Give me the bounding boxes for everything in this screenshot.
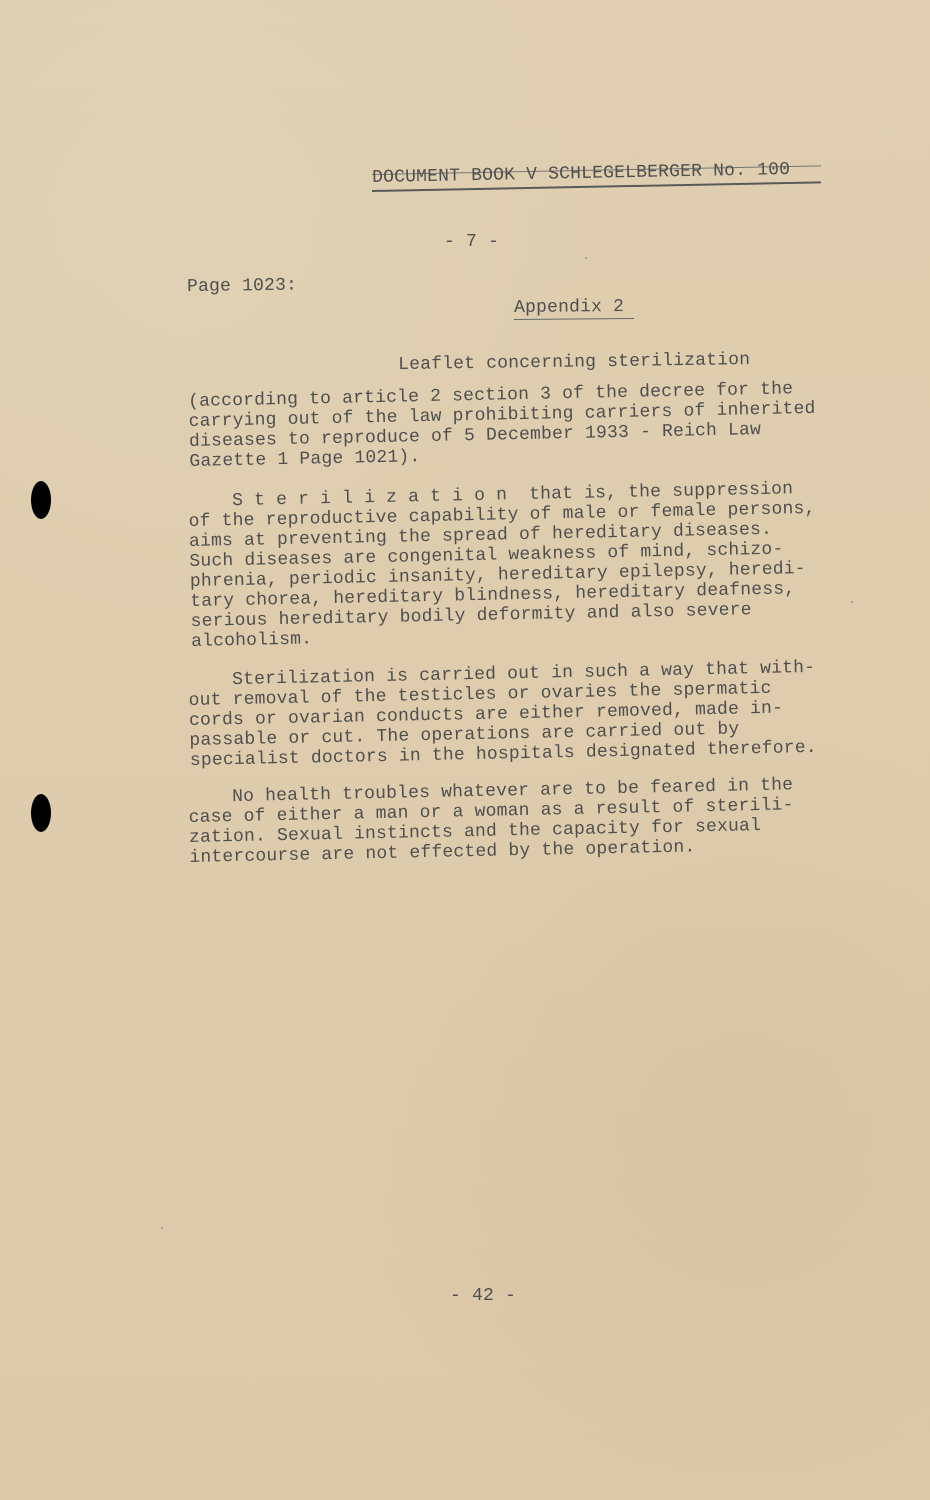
paper-speck (851, 601, 853, 603)
page-number-bottom: - 42 - (450, 1286, 517, 1306)
appendix-label: Appendix 2 (514, 297, 625, 318)
leaflet-title: Leaflet concerning sterilization (398, 350, 751, 375)
appendix-underline (514, 318, 634, 320)
paper-speck (161, 1227, 163, 1229)
paragraph-4: No health troubles whatever are to be feared in the case of either a man or a woman as a result of sterili- zation. Sexual instincts and the capacity for sexual intercourse are not effected by the operation. (188, 775, 794, 868)
paper-speck (585, 257, 587, 259)
punch-hole-1 (31, 481, 51, 519)
paragraph-1: (according to article 2 section 3 of the decree for the carrying out of the law prohibiting carriers of inherited diseases to reproduce of 5 December 1933 - Reich Law Gazette 1 Page 1021). (188, 379, 816, 472)
page-reference: Page 1023: (187, 275, 298, 297)
document-header: DOCUMENT BOOK V SCHLEGELBERGER No. 100 (372, 159, 791, 188)
paragraph-2: S t e r i l i z a t i o n that is, the suppression of the reproductive capability of male or female persons, aims at preventing the spread of hereditary diseases. Such diseases are congenital weakness of mind, schizo- phrenia, periodic insanity, hereditary epilepsy, heredi- tary chorea, hereditary blindness, hereditary deafness, serious hereditary bodily deformity and also severe alcoholism. (188, 479, 816, 652)
paragraph-3: Sterilization is carried out in such a way that with- out removal of the testicles or ovaries the spermatic cords or ovarian conducts are either removed, made in- passable or cut. The operations are carried out by specialist doctors in the hospitals designated therefore. (188, 657, 818, 771)
punch-hole-2 (31, 794, 51, 832)
page-number-top: - 7 - (444, 232, 500, 252)
